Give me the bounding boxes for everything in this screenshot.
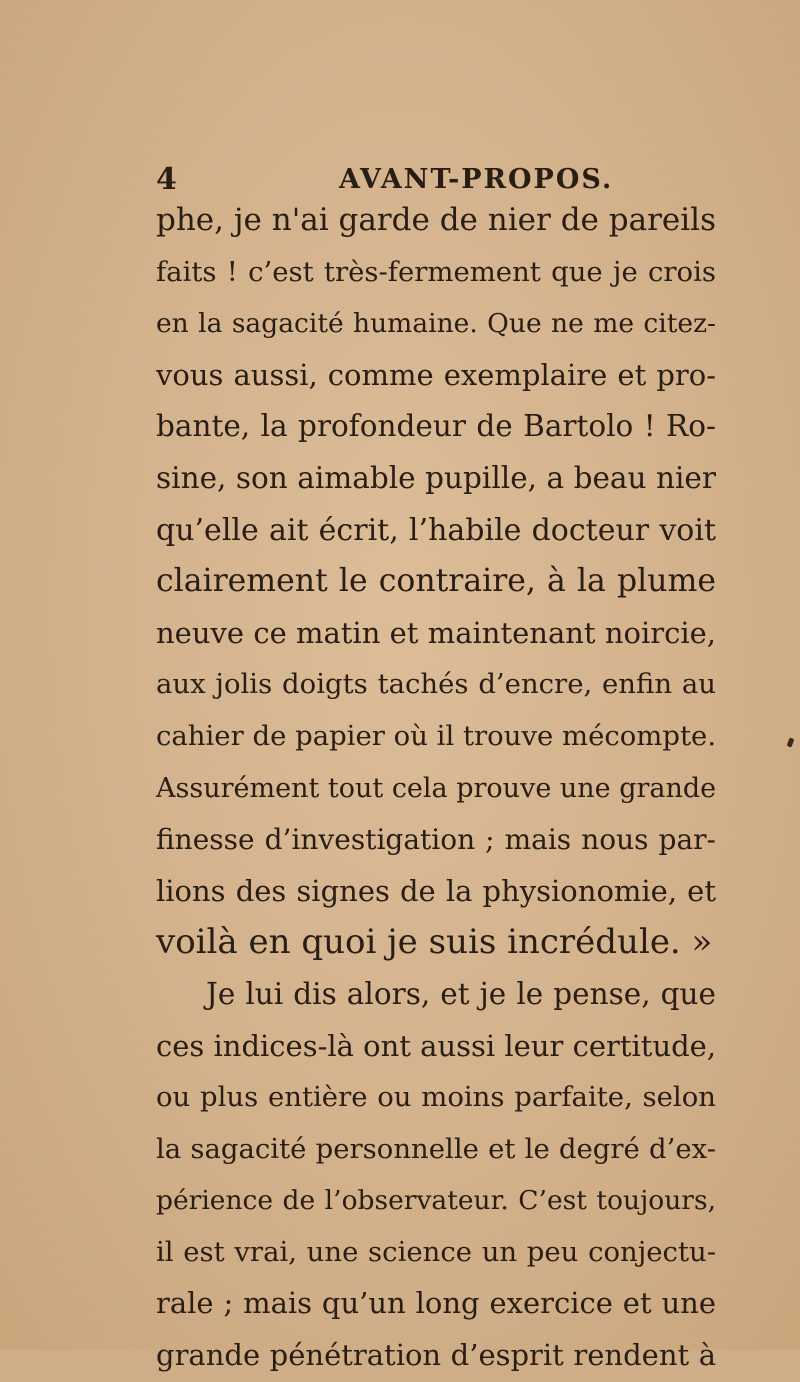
text-line: clairement le contraire, à la plume [156, 563, 716, 600]
text-line: lions des signes de la physionomie, et [156, 873, 716, 908]
text-line: finesse d’investigation ; mais nous par- [156, 823, 716, 857]
text-line: rale ; mais qu’un long exercice et une [156, 1286, 716, 1321]
text-line: en la sagacité humaine. Que ne me citez- [156, 308, 716, 340]
text-line: sine, son aimable pupille, a beau nier [156, 460, 716, 495]
text-line: qu’elle ait écrit, l’habile docteur voit [156, 512, 716, 548]
text-line: ou plus entière ou moins parfaite, selon [156, 1081, 716, 1114]
paragraph-end-line: voilà en quoi je suis incrédule. » [156, 922, 713, 963]
page-number: 4 [156, 162, 177, 197]
text-line: la sagacité personnelle et le degré d’ex- [156, 1132, 716, 1165]
page-header [156, 160, 716, 200]
text-line: périence de l’observateur. C’est toujours, [156, 1185, 716, 1217]
text-line: cahier de papier où il trouve mécompte. [156, 719, 717, 752]
text-line: vous aussi, comme exemplaire et pro- [156, 357, 716, 392]
text-line: phe, je n'ai garde de nier de pareils [156, 202, 716, 238]
text-line: il est vrai, une science un peu conjectu- [156, 1235, 716, 1268]
text-line: faits ! c’est très-fermement que je crois [156, 255, 716, 288]
paragraph-start-line: Je lui dis alors, et je le pense, que [206, 976, 716, 1011]
text-line: aux jolis doigts tachés d’encre, enfin au [156, 668, 716, 701]
ink-speck [787, 737, 795, 747]
text-line: Assurément tout cela prouve une grande [156, 772, 717, 804]
running-title: AVANT-PROPOS. [339, 164, 614, 195]
body-text [156, 195, 716, 1382]
text-line: ces indices-là ont aussi leur certitude, [156, 1028, 717, 1063]
text-line: grande pénétration d’esprit rendent à [156, 1338, 716, 1373]
text-line: neuve ce matin et maintenant noircie, [156, 615, 716, 650]
text-line: bante, la profondeur de Bartolo ! Ro- [156, 409, 716, 444]
